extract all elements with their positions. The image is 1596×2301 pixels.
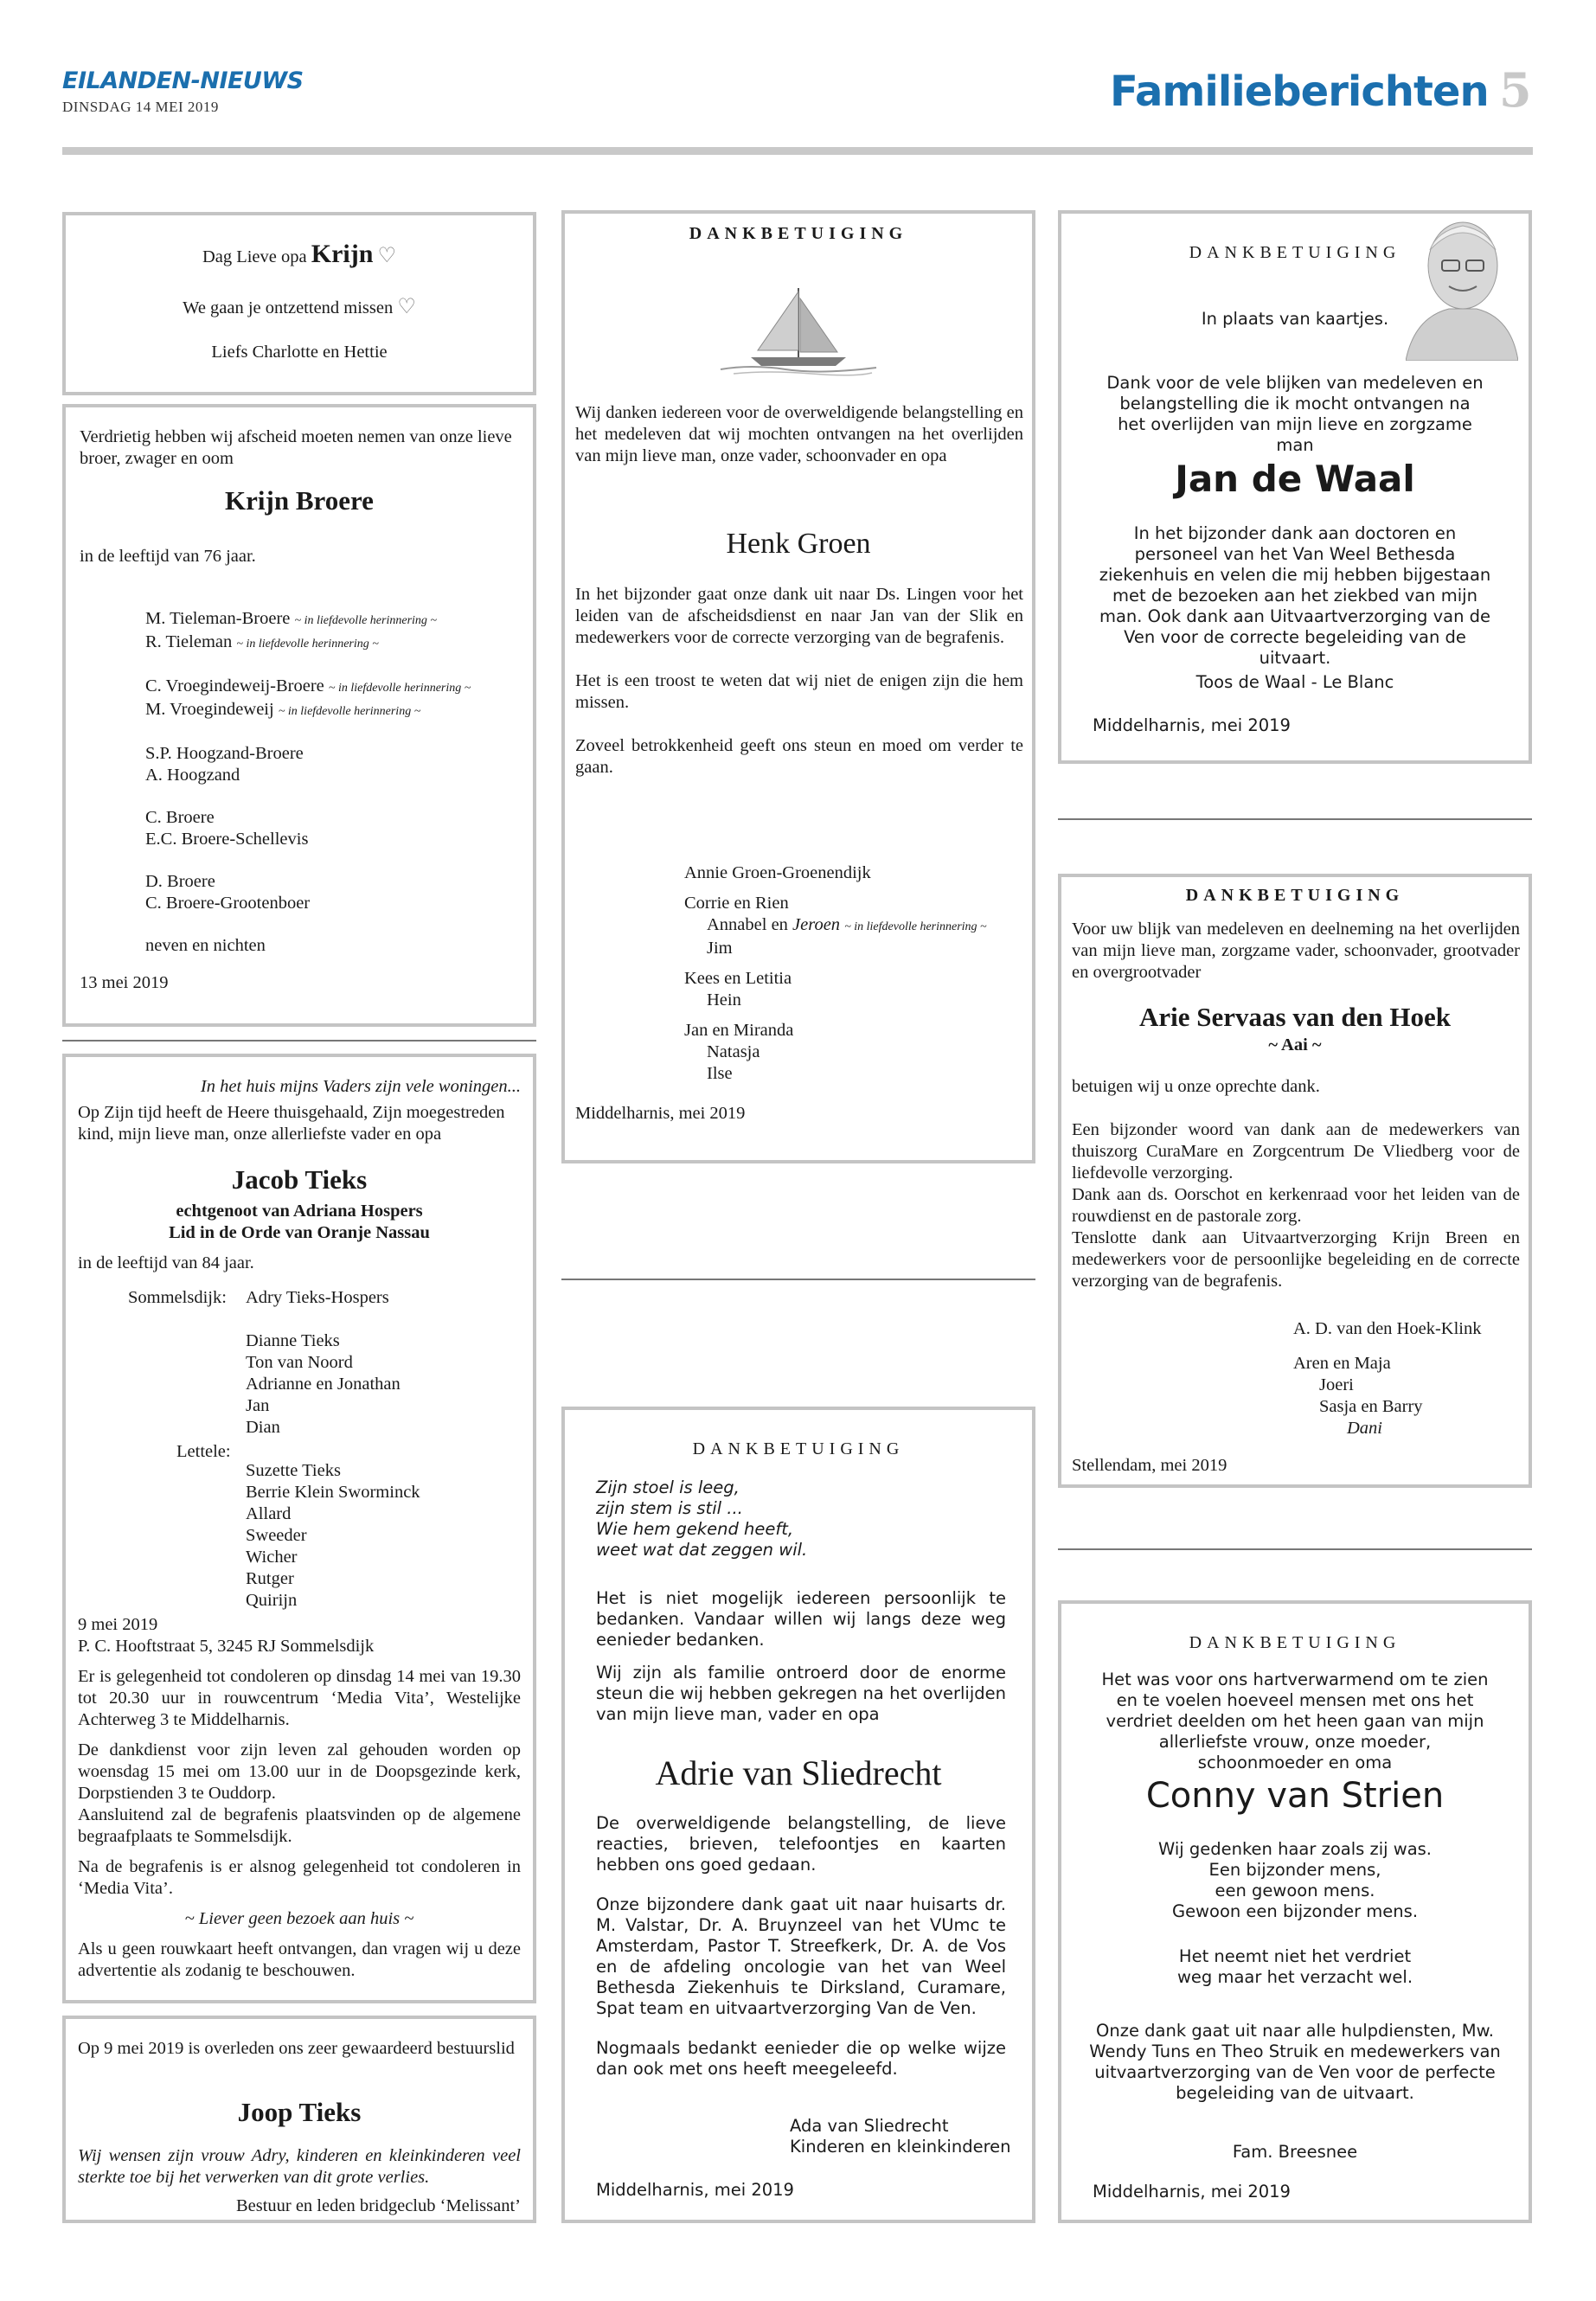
thanks-paragraph: De overweldigende belangstelling, de lieve reacties, brieven, telefoontjes en kaarten hebben ons goed gedaan.: [596, 1813, 1006, 1875]
no-visits-note: ~ Liever geen bezoek aan huis ~: [184, 1909, 414, 1928]
thanks-intro: Voor uw blijk van medeleven en deelneming na het overlijden van mijn lieve man, zorgzame vader, schoonvader, grootvader en overgrootvader: [1072, 920, 1520, 982]
family-member: Ilse: [707, 1064, 733, 1083]
family-member: E.C. Broere-Schellevis: [145, 830, 309, 849]
thanks-body: Het neemt niet het verdriet weg maar het verzacht wel.: [1176, 1946, 1413, 1987]
thanks-body: In het bijzonder dank aan doctoren en personeel van het Van Weel Bethesda ziekenhuis en velen die mij hebben bijgestaan met de bezoeken aan het ziekbed van mijn man. Ook dank aan Uitvaartverzorging van de Ven voor de correcte begeleiding van de uitvaart.: [1099, 523, 1491, 668]
verse-line: Een bijzonder mens,: [1208, 1860, 1381, 1880]
thanks-body-2: Onze dank gaat uit naar alle hulpdiensten, Mw. Wendy Tuns en Theo Struik en medewerkers van uitvaartverzorging van de Ven voor de perfecte begeleiding van de uitvaart.: [1089, 2021, 1501, 2103]
notice-joop-tieks: [62, 2016, 536, 2223]
family-member: Ton van Noord: [246, 1353, 353, 1372]
thanks-body: [1072, 1076, 1520, 1292]
family-member: Aren en Maja: [1293, 1354, 1391, 1373]
family-member: Annabel en: [707, 915, 788, 934]
obituary-krijn-broere: [62, 404, 536, 1027]
place-date: Middelharnis, mei 2019: [596, 2180, 794, 2200]
deceased-name: Henk Groen: [726, 528, 871, 560]
family-member: neven en nichten: [145, 936, 266, 955]
greeting-name: Krijn: [311, 240, 374, 268]
deceased-name: Arie Servaas van den Hoek: [1139, 1002, 1451, 1032]
newspaper-logo: EILANDEN-NIEUWS: [62, 67, 304, 94]
thanks-intro: Het was voor ons hartverwarmend om te zien en te voelen hoeveel mensen met ons het verdriet deelden om het heen gaan van mijn allerliefste vrouw, onze moeder, schoonmoeder en oma: [1101, 1670, 1489, 1772]
poem-line: weet wat dat zeggen wil.: [596, 1540, 808, 1560]
remembrance-note: ~ in liefdevolle herinnering ~: [294, 614, 437, 627]
column-divider: [1058, 818, 1532, 820]
signature-line: Kinderen en kleinkinderen: [790, 2137, 1011, 2157]
deceased-name: Jacob Tieks: [231, 1164, 368, 1195]
spouse-line: echtgenoot van Adriana Hospers: [176, 1202, 423, 1221]
condolence-info: Er is gelegenheid tot condoleren op dinsdag 14 mei van 19.30 tot 20.30 uur in rouwcentrum ‘Media Vita’, Westelijke Achterweg 3 te Middelharnis.: [78, 1667, 521, 1729]
place-label: Lettele:: [176, 1442, 231, 1461]
obituary-date: 13 mei 2019: [80, 973, 169, 992]
home-address: P. C. Hooftstraat 5, 3245 RJ Sommelsdijk: [78, 1637, 375, 1656]
family-member: Annie Groen-Groenendijk: [684, 863, 871, 882]
bible-motto: In het huis mijns Vaders zijn vele woningen...: [200, 1077, 521, 1096]
burial-info: Aansluitend zal de begrafenis plaatsvinden op de algemene begraafplaats te Sommelsdijk.: [78, 1805, 521, 1846]
family-member: Jeroen: [792, 915, 841, 934]
heart-icon: ♡: [397, 296, 416, 318]
family-member: Natasja: [707, 1042, 760, 1061]
place-date: Middelharnis, mei 2019: [1093, 715, 1291, 735]
family-member: Jan: [246, 1396, 270, 1415]
family-member: C. Vroegindeweij-Broere: [145, 676, 324, 695]
remembrance-note: ~ in liefdevolle herinnering ~: [236, 638, 379, 651]
thanks-adrie-van-sliedrecht: [561, 1407, 1035, 2223]
age-line: in de leeftijd van 76 jaar.: [80, 547, 256, 566]
signature-line: Ada van Sliedrecht: [790, 2116, 949, 2136]
remembrance-note: ~ in liefdevolle herinnering ~: [278, 705, 421, 718]
heart-icon: ♡: [377, 245, 397, 267]
verse-line: Gewoon een bijzonder mens.: [1171, 1901, 1419, 1921]
notice-krijn-grandchildren: [62, 212, 536, 395]
family-member: D. Broere: [145, 872, 215, 891]
family-member: Dani: [1347, 1419, 1382, 1438]
place-date: Middelharnis, mei 2019: [1093, 2182, 1291, 2202]
family-member: Berrie Klein Sworminck: [246, 1483, 420, 1502]
thanks-conny-van-strien: [1058, 1600, 1532, 2223]
notice-heading: DANKBETUIGING: [1185, 886, 1405, 905]
place-date: Middelharnis, mei 2019: [575, 1104, 746, 1123]
family-member: Jim: [707, 939, 733, 958]
family-member: Kees en Letitia: [684, 969, 792, 988]
deceased-name: Conny van Strien: [1145, 1776, 1445, 1816]
verse-line: Wij gedenken haar zoals zij was.: [1157, 1839, 1433, 1859]
signature: Toos de Waal - Le Blanc: [1195, 672, 1394, 692]
family-member: Rutger: [246, 1569, 294, 1588]
family-list: [145, 608, 526, 957]
notice-heading: DANKBETUIGING: [1189, 243, 1401, 262]
family-member: Sweeder: [246, 1526, 307, 1545]
family-member: Corrie en Rien: [684, 894, 789, 913]
family-member: Wicher: [246, 1548, 298, 1567]
sub-heading: In plaats van kaartjes.: [1201, 309, 1389, 329]
family-member: M. Tieleman-Broere: [145, 609, 291, 628]
family-member: Hein: [707, 990, 741, 1009]
miss-text: We gaan je ontzettend missen: [183, 298, 394, 317]
sympathy-message: Wij wensen zijn vrouw Adry, kinderen en kleinkinderen veel sterkte toe bij het verwerken van dit grote verlies.: [78, 2146, 521, 2187]
portrait-photo: [1406, 215, 1518, 361]
remembrance-note: ~ in liefdevolle herinnering ~: [328, 682, 471, 695]
thanks-paragraph: Een bijzonder woord van dank aan de medewerkers van thuiszorg CuraMare en Zorgcentrum De Vliedberg voor de liefdevolle verzorging.: [1072, 1120, 1520, 1183]
thanks-paragraph: betuigen wij u onze oprechte dank.: [1072, 1077, 1320, 1096]
honour-line: Lid in de Orde van Oranje Nassau: [169, 1223, 430, 1242]
deceased-name: Joop Tieks: [237, 2097, 362, 2127]
notice-intro: Op 9 mei 2019 is overleden ons zeer gewaardeerd bestuurslid: [78, 2039, 515, 2058]
poem-line: zijn stem is stil ...: [596, 1498, 743, 1518]
family-list: [1293, 1318, 1527, 1439]
family-member: C. Broere: [145, 808, 215, 827]
thanks-body: [575, 584, 1023, 779]
section-title: Familieberichten: [1110, 67, 1489, 116]
family-member: Sasja en Barry: [1319, 1397, 1423, 1416]
family-member: C. Broere-Grootenboer: [145, 894, 311, 913]
signature: [790, 2116, 1011, 2157]
poem: [596, 1477, 1011, 1561]
thanks-body: [596, 1588, 1006, 1725]
page-number: 5: [1499, 62, 1532, 118]
signature: Fam. Breesnee: [1232, 2142, 1358, 2162]
remembrance-note: ~ in liefdevolle herinnering ~: [844, 920, 987, 933]
family-list: [246, 1287, 522, 1612]
obituary-intro: Verdrietig hebben wij afscheid moeten nemen van onze lieve broer, zwager en oom: [80, 427, 512, 468]
deceased-name: Jan de Waal: [1175, 458, 1415, 500]
thanks-arie-van-den-hoek: [1058, 874, 1532, 1488]
remembrance-verse: [1061, 1839, 1529, 1922]
family-list: [684, 862, 1030, 1085]
family-member: M. Vroegindeweij: [145, 700, 274, 719]
poem-line: Wie hem gekend heeft,: [596, 1519, 794, 1539]
family-member: R. Tieleman: [145, 632, 233, 651]
verse-line: een gewoon mens.: [1215, 1881, 1375, 1900]
family-member: Suzette Tieks: [246, 1461, 341, 1480]
miss-line: [66, 297, 533, 319]
after-burial-info: Na de begrafenis is er alsnog gelegenheid tot condoleren in ‘Media Vita’.: [78, 1857, 521, 1898]
family-member: Adry Tieks-Hospers: [246, 1288, 389, 1307]
deceased-name: Adrie van Sliedrecht: [655, 1753, 942, 1792]
column-divider: [62, 1040, 536, 1042]
greeting-line: [66, 240, 533, 268]
obituary-footer: [78, 1614, 521, 1982]
family-member: Quirijn: [246, 1591, 298, 1610]
thanks-paragraph: Tenslotte dank aan Uitvaartverzorging Krijn Breen en medewerkers voor de persoonlijke begeleiding en de correcte verzorging van de begrafenis.: [1072, 1228, 1520, 1291]
notice-heading: DANKBETUIGING: [692, 1439, 905, 1458]
age-line: in de leeftijd van 84 jaar.: [78, 1253, 254, 1272]
nickname: ~ Aai ~: [1268, 1035, 1322, 1054]
signature: Liefs Charlotte en Hettie: [211, 343, 388, 362]
family-member: A. Hoogzand: [145, 766, 240, 785]
thanks-paragraph: Nogmaals bedankt eenieder die op welke wijze dan ook met ons heeft meegeleefd.: [596, 2038, 1006, 2079]
notice-heading: DANKBETUIGING: [1189, 1633, 1401, 1652]
thanks-paragraph: Zoveel betrokkenheid geeft ons steun en moed om verder te gaan.: [575, 736, 1023, 777]
issue-date: DINSDAG 14 MEI 2019: [62, 99, 219, 115]
obituary-intro: Op Zijn tijd heeft de Heere thuisgehaald, Zijn moegestreden kind, mijn lieve man, onze allerliefste vader en opa: [78, 1103, 505, 1144]
service-info: De dankdienst voor zijn leven zal gehouden worden op woensdag 15 mei om 13.00 uur in de Doopsgezinde kerk, Dorpstienden 3 te Ouddorp.: [78, 1740, 521, 1803]
family-member: S.P. Hoogzand-Broere: [145, 744, 304, 763]
greeting-text: Dag Lieve opa: [202, 247, 307, 266]
poem-line: Zijn stoel is leeg,: [596, 1477, 740, 1497]
family-member: Adrianne en Jonathan: [246, 1375, 401, 1394]
thanks-paragraph: In het bijzonder gaat onze dank uit naar Ds. Lingen voor het leiden van de afscheidsdienst en naar Jan van der Slik en medewerkers voor de correcte verzorging van de begrafenis.: [575, 585, 1023, 647]
thanks-paragraph: Onze bijzondere dank gaat uit naar huisarts dr. M. Valstar, Dr. A. Bruynzeel van het VUmc te Amsterdam, Pastor T. Streefkerk, Dr. A. de Vos en de afdeling oncologie van het van Weel Bethesda Ziekenhuis te Dirksland, Curamare, Spat team en uitvaartverzorging Van de Ven.: [596, 1894, 1006, 2018]
place-date: Stellendam, mei 2019: [1072, 1456, 1227, 1475]
sailboat-illustration: [716, 281, 881, 376]
notice-heading: DANKBETUIGING: [689, 224, 908, 243]
column-divider: [561, 1279, 1035, 1280]
card-note: Als u geen rouwkaart heeft ontvangen, dan vragen wij u deze advertentie als zodanig te beschouwen.: [78, 1939, 521, 1980]
family-member: Jan en Miranda: [684, 1021, 794, 1040]
family-member: A. D. van den Hoek-Klink: [1293, 1319, 1482, 1338]
family-member: Joeri: [1319, 1375, 1354, 1394]
thanks-intro: Wij danken iedereen voor de overweldigende belangstelling en het medeleven dat wij mochten ontvangen na het overlijden van mijn lieve man, onze vader, schoonvader en opa: [575, 403, 1023, 465]
thanks-intro: Dank voor de vele blijken van medeleven en belangstelling die ik mocht ontvangen na het overlijden van mijn lieve en zorgzame man: [1106, 373, 1484, 455]
family-member: Dianne Tieks: [246, 1331, 340, 1350]
thanks-jan-de-waal: [1058, 210, 1532, 764]
thanks-paragraph: Het is een troost te weten dat wij niet de enigen zijn die hem missen.: [575, 671, 1023, 712]
column-divider: [1058, 1548, 1532, 1550]
deceased-name: Krijn Broere: [225, 485, 374, 516]
thanks-henk-groen: [561, 210, 1035, 1163]
obituary-date: 9 mei 2019: [78, 1615, 158, 1634]
thanks-paragraph: Het is niet mogelijk iedereen persoonlijk te bedanken. Vandaar willen wij langs deze weg eenieder bedanken.: [596, 1588, 1006, 1650]
thanks-paragraph: Dank aan ds. Oorschot en kerkenraad voor het leiden van de rouwdienst en de pastorale zorg.: [1072, 1185, 1520, 1226]
masthead-rule: [62, 147, 1533, 155]
family-member: Dian: [246, 1418, 280, 1437]
signature: Bestuur en leden bridgeclub ‘Melissant’: [235, 2196, 521, 2215]
place-label: Sommelsdijk:: [128, 1288, 227, 1307]
obituary-jacob-tieks: [62, 1054, 536, 2003]
thanks-paragraph: Wij zijn als familie ontroerd door de enorme steun die wij hebben gekregen na het overlijden van mijn lieve man, vader en opa: [596, 1663, 1006, 1724]
thanks-body-2: [596, 1813, 1006, 2080]
family-member: Allard: [246, 1504, 292, 1523]
